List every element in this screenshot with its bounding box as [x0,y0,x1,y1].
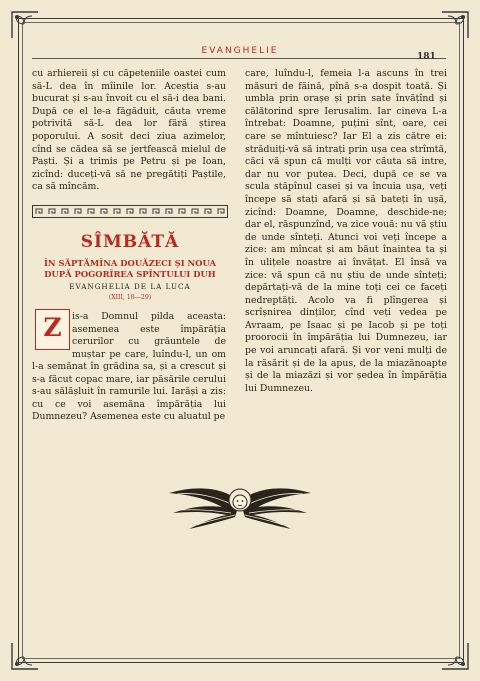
paragraph: is-a Domnul pilda aceasta: asemenea este împărăția cerurilor cu grăuntele de muștar pe care, luîndu-l, un om l-a semănat în grădina sa, și a crescut și s-a făcut copac mare, iar păsările cerului s-au sălășluit în ramurile lui. Iarăși a zis: cu ce voi asemăna împărăția lui Dumnezeu? Asemenea este cu aluatul pe [32,311,226,422]
corner-ornament-top-right [440,10,470,40]
paragraph: care, luîndu-l, femeia l-a ascuns în trei măsuri de făină, pînă s-a dospit toată. Și umbla prin orașe și prin sate învățînd și călătorind spre Ierusalim. Iar cineva L-a întrebat: Doamne, puțini sînt, oare, cei care se mîntuiesc? Iar El a zis către ei: străduiți-vă să intrați prin ușa cea strîmtă, căci vă spun că mulți vor căuta să intre, dar nu vor putea. Deci, după ce se va scula stăpînul casei și va încuia ușa, veți începe să stați afară și să bateți în ușă, zicînd: Doamne, Doamne, deschide-ne; dar el, răspunzînd, va zice vouă: nu vă știu de unde sînteți. Atunci voi veți începe a zice: am mîncat și am băut înaintea ta și în ulițele noastre ai învățat. El însă va zice: vă spun că nu știu de unde sînteți; depărtați-vă de la mine toți cei ce faceți nedreptăți. Acolo va fi plîngerea și scrîșnirea dinților, cînd veți vedea pe Avraam, pe Isaac și pe Iacob și pe toți proorocii în împărăția lui Dumnezeu, iar pe voi aruncați afară. Și vor veni mulți de la răsărit și de la apus, de la miazănoapte și de la miazăzi și vor ședea în împărăția lui Dumnezeu. [245,68,447,394]
section-title: SÎMBĂTĂ [80,232,180,252]
page-number: 181 [417,52,436,62]
corner-ornament-bottom-right [440,641,470,671]
running-header: EVANGHELIE [201,46,279,56]
section-subtitle [32,258,228,279]
subtitle-line: DUPĂ POGORÎREA SPÎNTULUI DUH [44,268,216,279]
subtitle-line: ÎN SĂPTĂMÎNA DOUĂZECI ȘI NOUA [43,258,217,268]
right-column-text [245,68,447,395]
drop-cap-letter: Z [43,313,62,342]
corner-ornament-top-left [10,10,40,40]
paragraph: cu arhiereii și cu căpeteniile oastei cum să-L dea în mîinile lor. Aceștia s-au bucurat și s-au învoit cu el să-i dea bani. După ce el le-a făgăduit, căuta vreme potrivită să-L dea lor fără știrea poporului. A sosit deci ziua azimelor, cînd se cădea să se jertfească mielul de Paști. Și a trimis pe Petru și pe Ioan, zicînd: duceți-vă să ne pregătiți Paștile, ca să mîncăm. [32,68,226,193]
meander-band [32,203,228,216]
left-column-top-text [32,68,226,194]
drop-cap [35,309,70,350]
cherub-ornament [167,483,313,531]
gospel-name: EVANGHELIA DE LA LUCA [69,282,191,291]
scripture-reference: (XIII, 18—29) [108,294,152,301]
corner-ornament-bottom-left [10,641,40,671]
header-rule [32,58,446,59]
